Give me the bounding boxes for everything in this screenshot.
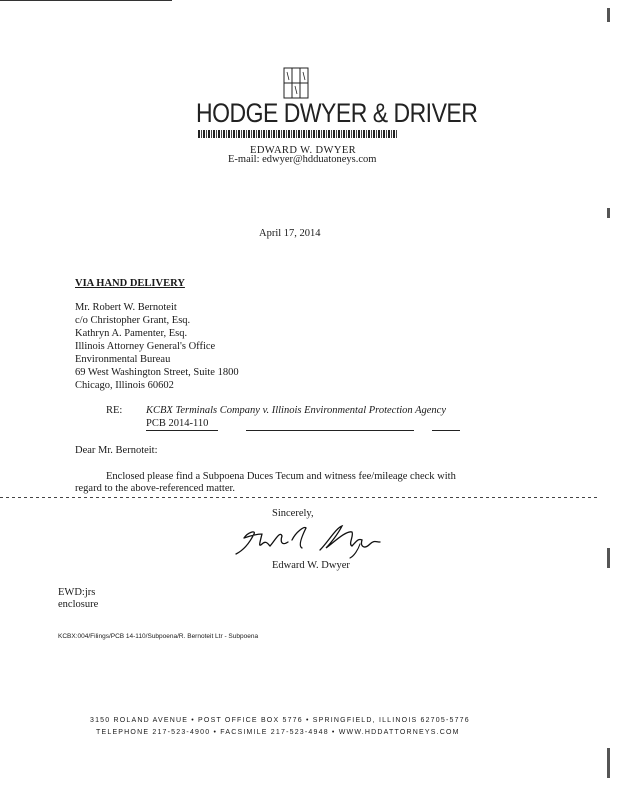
reference-underline (146, 430, 218, 431)
body-line: Enclosed please find a Subpoena Duces Tecum and witness fee/mileage check with (106, 471, 456, 482)
footer-address: 3150 ROLAND AVENUE • POST OFFICE BOX 5776 • SPRINGFIELD, ILLINOIS 62705-5776 (90, 717, 470, 724)
delivery-method: VIA HAND DELIVERY (75, 278, 185, 289)
scan-edge-marks (607, 8, 611, 778)
salutation: Dear Mr. Bernoteit: (75, 445, 158, 456)
scan-dashed-rule (0, 497, 600, 498)
reference-case-title: KCBX Terminals Company v. Illinois Environmental Protection Agency (146, 405, 446, 416)
letterhead-email: E-mail: edwyer@hdduatoneys.com (228, 154, 377, 165)
signer-name: Edward W. Dwyer (272, 560, 350, 571)
recipient-line: Illinois Attorney General's Office (75, 341, 216, 352)
reference-label: RE: (106, 405, 123, 416)
file-path: KCBX:004/Filings/PCB 14-110/Subpoena/R. Bernoteit Ltr - Subpoena (58, 633, 259, 640)
footer-contact: TELEPHONE 217-523-4900 • FACSIMILE 217-523-4948 • WWW.HDDATTORNEYS.COM (96, 729, 460, 736)
recipient-line: 69 West Washington Street, Suite 1800 (75, 367, 239, 378)
reference-underline (432, 430, 460, 431)
initials: EWD:jrs (58, 587, 96, 598)
letter-date: April 17, 2014 (259, 228, 321, 239)
body-line: regard to the above-referenced matter. (75, 483, 236, 494)
firm-logo (196, 66, 478, 144)
recipient-line: Environmental Bureau (75, 354, 171, 365)
letterhead-attorney-name: EDWARD W. DWYER (250, 145, 357, 156)
recipient-line: Chicago, Illinois 60602 (75, 380, 174, 391)
top-edge-rule (0, 0, 172, 1)
recipient-line: c/o Christopher Grant, Esq. (75, 315, 191, 326)
closing: Sincerely, (272, 508, 314, 519)
signature-image (232, 520, 392, 560)
reference-case-number: PCB 2014-110 (146, 418, 209, 429)
logo-pattern-band (198, 130, 398, 138)
recipient-line: Kathryn A. Pamenter, Esq. (75, 328, 188, 339)
firm-monogram-icon (276, 66, 316, 100)
recipient-line: Mr. Robert W. Bernoteit (75, 302, 177, 313)
enclosure-note: enclosure (58, 599, 99, 610)
reference-underline (246, 430, 414, 431)
firm-name: HODGE DWYER & DRIVER (196, 97, 478, 128)
